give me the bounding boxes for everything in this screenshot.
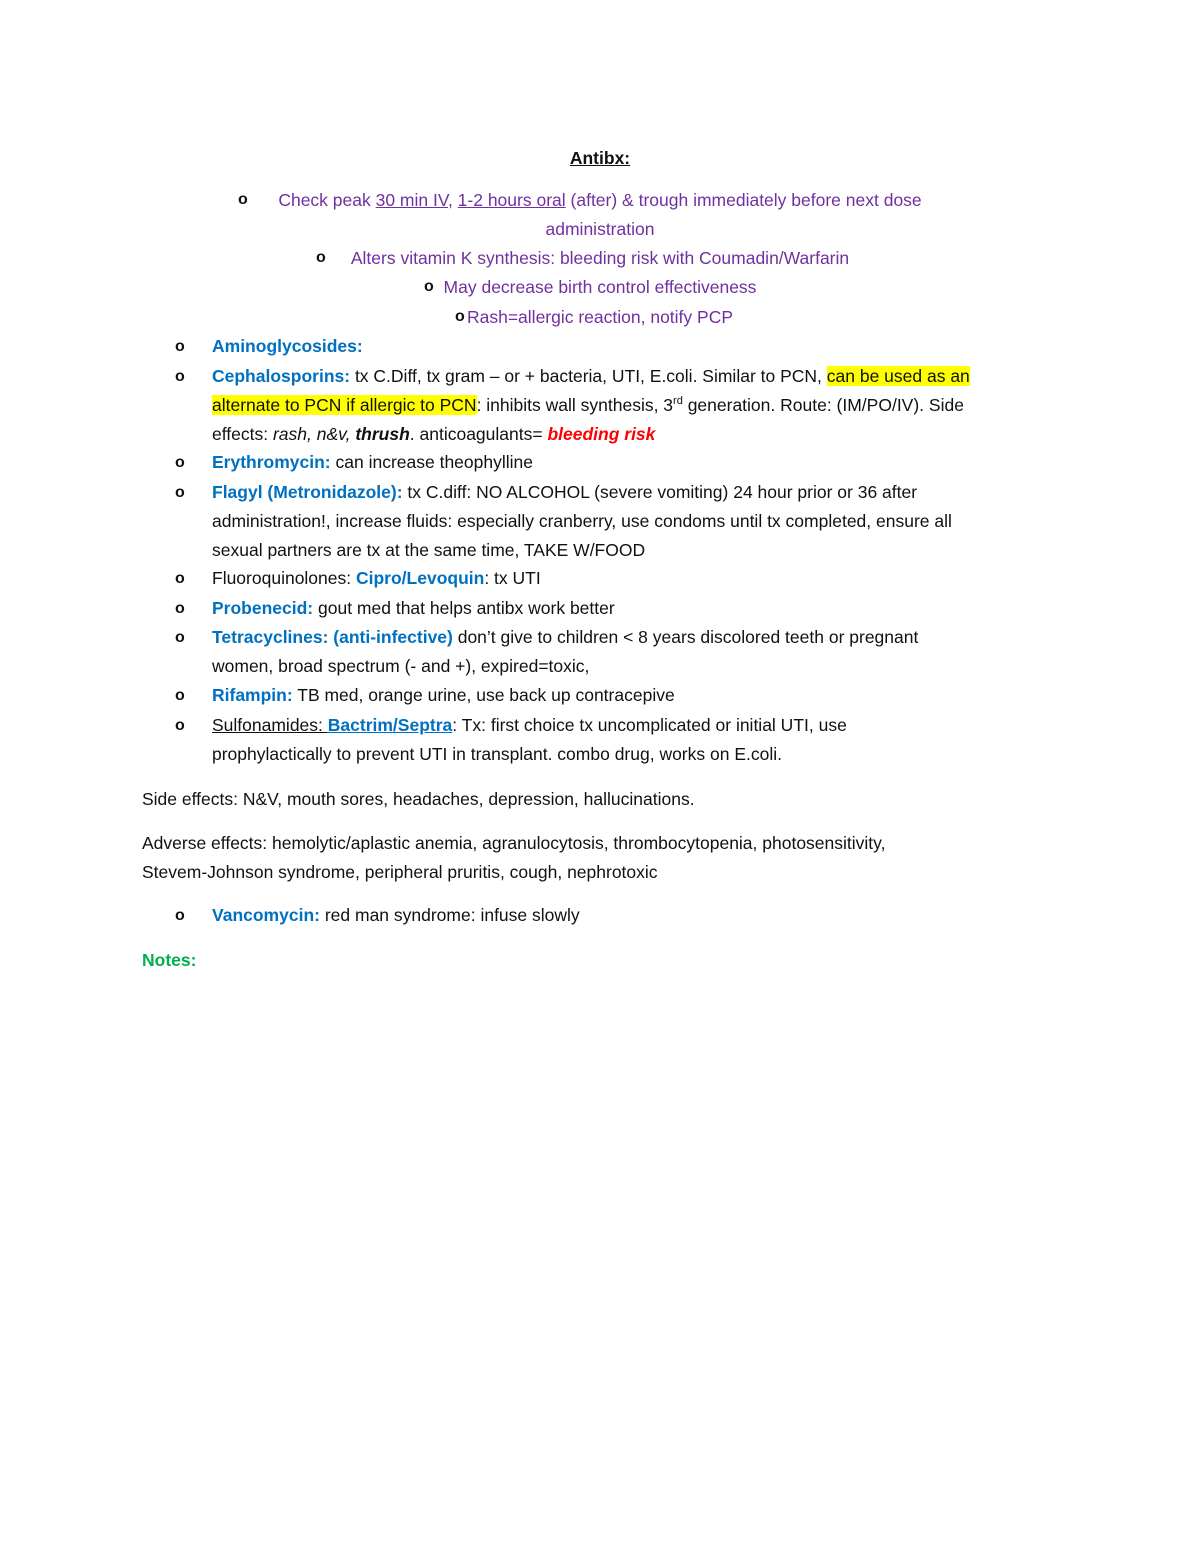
item-text: : inhibits wall synthesis, 3 <box>476 395 674 415</box>
item-text: women, broad spectrum (- and +), expired=toxic, <box>212 656 590 676</box>
list-item-probenecid <box>175 594 1075 623</box>
item-text: sexual partners are tx at the same time, TAKE W/FOOD <box>212 540 646 560</box>
bullet: o <box>175 368 185 385</box>
page-title: Antibx: <box>569 148 631 168</box>
item-text: rash, n&v, <box>272 424 356 444</box>
drug-name: Probenecid: <box>212 598 314 618</box>
item-text: don’t give to children < 8 years discolored teeth or pregnant <box>452 627 919 647</box>
item-text: Stevem-Johnson syndrome, peripheral pruritis, cough, nephrotoxic <box>142 862 658 882</box>
item-text: thrush <box>355 424 410 444</box>
item-text: tx C.Diff, tx gram – or + bacteria, UTI, E.coli. Similar to PCN, <box>350 366 827 386</box>
bullet: o <box>175 687 185 704</box>
bullet: o <box>175 454 185 471</box>
rash-item: Rash=allergic reaction, notify PCP <box>466 307 734 327</box>
item-text: generation. Route: (IM/PO/IV). Side <box>682 395 964 415</box>
drug-name: Cipro/Levoquin <box>355 568 485 588</box>
list-item-rifampin <box>175 681 1075 710</box>
bullet: o <box>238 191 248 208</box>
item-text: : Tx: first choice tx uncomplicated or initial UTI, use <box>452 715 847 735</box>
drug-name: Aminoglycosides: <box>212 336 363 356</box>
bullet: o <box>175 600 185 617</box>
drug-name: Flagyl (Metronidazole): <box>212 482 403 502</box>
peak-text-4: 1-2 hours oral <box>457 190 566 210</box>
peak-text-1: Check peak <box>278 190 376 210</box>
item-text: Adverse effects: hemolytic/aplastic anemia, agranulocytosis, thrombocytopenia, photosensitivity, <box>142 833 886 853</box>
item-text: effects: <box>212 424 273 444</box>
item-text: TB med, orange urine, use back up contracepive <box>292 685 675 705</box>
highlight-text: alternate to PCN if allergic to PCN <box>212 395 477 415</box>
list-item-erythromycin <box>175 448 1075 477</box>
peak-trough-item <box>0 186 1200 244</box>
drug-name: Tetracyclines: (anti-infective) <box>212 627 453 647</box>
vitamin-k-item: Alters vitamin K synthesis: bleeding risk with Coumadin/Warfarin <box>350 248 850 268</box>
list-item-cephalosporins <box>175 362 1075 449</box>
item-text: . anticoagulants= <box>409 424 548 444</box>
item-text: Sulfonamides: <box>212 715 328 735</box>
item-text: Fluoroquinolones: <box>212 568 356 588</box>
birth-control-item: May decrease birth control effectiveness <box>443 277 757 297</box>
notes-heading: Notes: <box>142 950 197 970</box>
item-text: tx C.diff: NO ALCOHOL (severe vomiting) 24 hour prior or 36 after <box>402 482 918 502</box>
list-item-sulfonamides <box>175 711 1075 769</box>
bullet: o <box>424 278 434 295</box>
list-item-vancomycin <box>175 901 1075 930</box>
highlight-text: can be used as an <box>826 366 970 386</box>
bullet: o <box>316 249 326 266</box>
drug-name: Bactrim/Septra <box>327 715 453 735</box>
side-effects-paragraph: Side effects: N&V, mouth sores, headaches, depression, hallucinations. <box>142 789 695 809</box>
item-text: administration!, increase fluids: especially cranberry, use condoms until tx completed, ensure all <box>212 511 952 531</box>
bullet: o <box>175 907 185 924</box>
peak-text-2: 30 min IV <box>375 190 448 210</box>
list-item-flagyl <box>175 478 1075 565</box>
item-text: : tx UTI <box>484 568 541 588</box>
bullet: o <box>175 717 185 734</box>
drug-name: Cephalosporins: <box>212 366 351 386</box>
peak-text-3: , <box>447 190 458 210</box>
item-text: can increase theophylline <box>330 452 533 472</box>
drug-name: Erythromycin: <box>212 452 331 472</box>
peak-text-5: (after) & trough immediately before next dose <box>565 190 922 210</box>
bleeding-risk-text: bleeding risk <box>547 424 656 444</box>
bullet: o <box>175 338 185 355</box>
list-item-tetracyclines <box>175 623 1075 681</box>
peak-text-6: administration <box>545 219 655 239</box>
list-item-fluoroquinolones <box>175 564 1075 593</box>
item-text: red man syndrome: infuse slowly <box>319 905 580 925</box>
item-text: gout med that helps antibx work better <box>313 598 615 618</box>
drug-name: Rifampin: <box>212 685 293 705</box>
adverse-effects-paragraph <box>142 829 1062 887</box>
bullet: o <box>455 308 465 325</box>
bullet: o <box>175 570 185 587</box>
list-item-aminoglycosides <box>175 332 1075 361</box>
bullet: o <box>175 629 185 646</box>
superscript: rd <box>673 395 683 408</box>
bullet: o <box>175 484 185 501</box>
drug-name: Vancomycin: <box>212 905 320 925</box>
item-text: prophylactically to prevent UTI in transplant. combo drug, works on E.coli. <box>212 744 782 764</box>
